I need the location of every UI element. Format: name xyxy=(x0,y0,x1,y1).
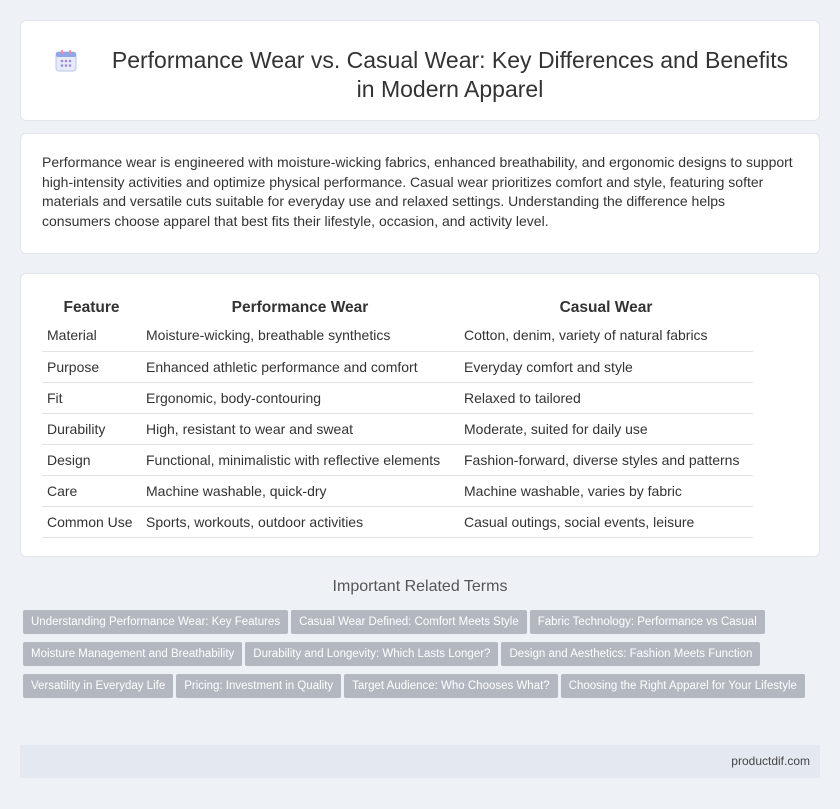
table-row xyxy=(42,475,753,506)
related-term-tag[interactable]: Understanding Performance Wear: Key Features xyxy=(23,610,288,634)
feature-cell: Design xyxy=(42,444,141,475)
footer xyxy=(20,745,820,778)
intro-paragraph: Performance wear is engineered with moisture-wicking fabrics, enhanced breathability, and ergonomic designs to support high-intensity activities and optimize physical performance. Casual wear prioritizes comfort and style, featuring softer materials and versatile cuts suitable for everyday use and relaxed settings. Understanding the difference helps consumers choose apparel that best fits their lifestyle, occasion, and activity level. xyxy=(42,154,793,229)
comparison-card xyxy=(20,273,820,557)
feature-cell: Material xyxy=(42,320,141,351)
header-casual-wear: Casual Wear xyxy=(559,299,653,316)
performance-cell: Ergonomic, body-contouring xyxy=(141,382,459,413)
casual-cell: Everyday comfort and style xyxy=(459,351,753,382)
related-terms-list xyxy=(23,610,813,706)
related-term-tag[interactable]: Design and Aesthetics: Fashion Meets Function xyxy=(501,642,760,666)
performance-cell: Enhanced athletic performance and comfort xyxy=(141,351,459,382)
performance-cell: Functional, minimalistic with reflective elements xyxy=(141,444,459,475)
related-terms-title: Important Related Terms xyxy=(332,578,508,595)
feature-cell: Durability xyxy=(42,413,141,444)
related-term-tag[interactable]: Choosing the Right Apparel for Your Lifestyle xyxy=(561,674,805,698)
performance-cell: Sports, workouts, outdoor activities xyxy=(141,506,459,537)
performance-cell: High, resistant to wear and sweat xyxy=(141,413,459,444)
footer-site-link[interactable]: productdif.com xyxy=(731,754,810,768)
related-term-tag[interactable]: Moisture Management and Breathability xyxy=(23,642,242,666)
casual-cell: Casual outings, social events, leisure xyxy=(459,506,753,537)
casual-cell: Cotton, denim, variety of natural fabrics xyxy=(459,320,753,351)
casual-cell: Relaxed to tailored xyxy=(459,382,753,413)
casual-cell: Fashion-forward, diverse styles and patterns xyxy=(459,444,753,475)
table-header-row xyxy=(42,296,753,320)
casual-cell: Machine washable, varies by fabric xyxy=(459,475,753,506)
related-term-tag[interactable]: Pricing: Investment in Quality xyxy=(176,674,341,698)
feature-cell: Care xyxy=(42,475,141,506)
intro-card xyxy=(20,133,820,254)
table-row xyxy=(42,413,753,444)
casual-cell: Moderate, suited for daily use xyxy=(459,413,753,444)
related-term-tag[interactable]: Target Audience: Who Chooses What? xyxy=(344,674,558,698)
related-term-tag[interactable]: Versatility in Everyday Life xyxy=(23,674,173,698)
table-row xyxy=(42,351,753,382)
feature-cell: Common Use xyxy=(42,506,141,537)
calendar-icon xyxy=(53,48,79,74)
performance-cell: Machine washable, quick-dry xyxy=(141,475,459,506)
feature-cell: Purpose xyxy=(42,351,141,382)
related-term-tag[interactable]: Fabric Technology: Performance vs Casual xyxy=(530,610,765,634)
performance-cell: Moisture-wicking, breathable synthetics xyxy=(141,320,459,351)
title-card xyxy=(20,20,820,121)
related-term-tag[interactable]: Casual Wear Defined: Comfort Meets Style xyxy=(291,610,527,634)
header-performance-wear: Performance Wear xyxy=(231,299,369,316)
table-row xyxy=(42,382,753,413)
comparison-table xyxy=(42,296,753,538)
page-title: Performance Wear vs. Casual Wear: Key Differences and Benefits in Modern Apparel xyxy=(111,47,789,102)
table-row xyxy=(42,444,753,475)
header-feature: Feature xyxy=(63,299,120,316)
related-term-tag[interactable]: Durability and Longevity: Which Lasts Longer? xyxy=(245,642,498,666)
table-row xyxy=(42,320,753,351)
table-row xyxy=(42,506,753,537)
feature-cell: Fit xyxy=(42,382,141,413)
